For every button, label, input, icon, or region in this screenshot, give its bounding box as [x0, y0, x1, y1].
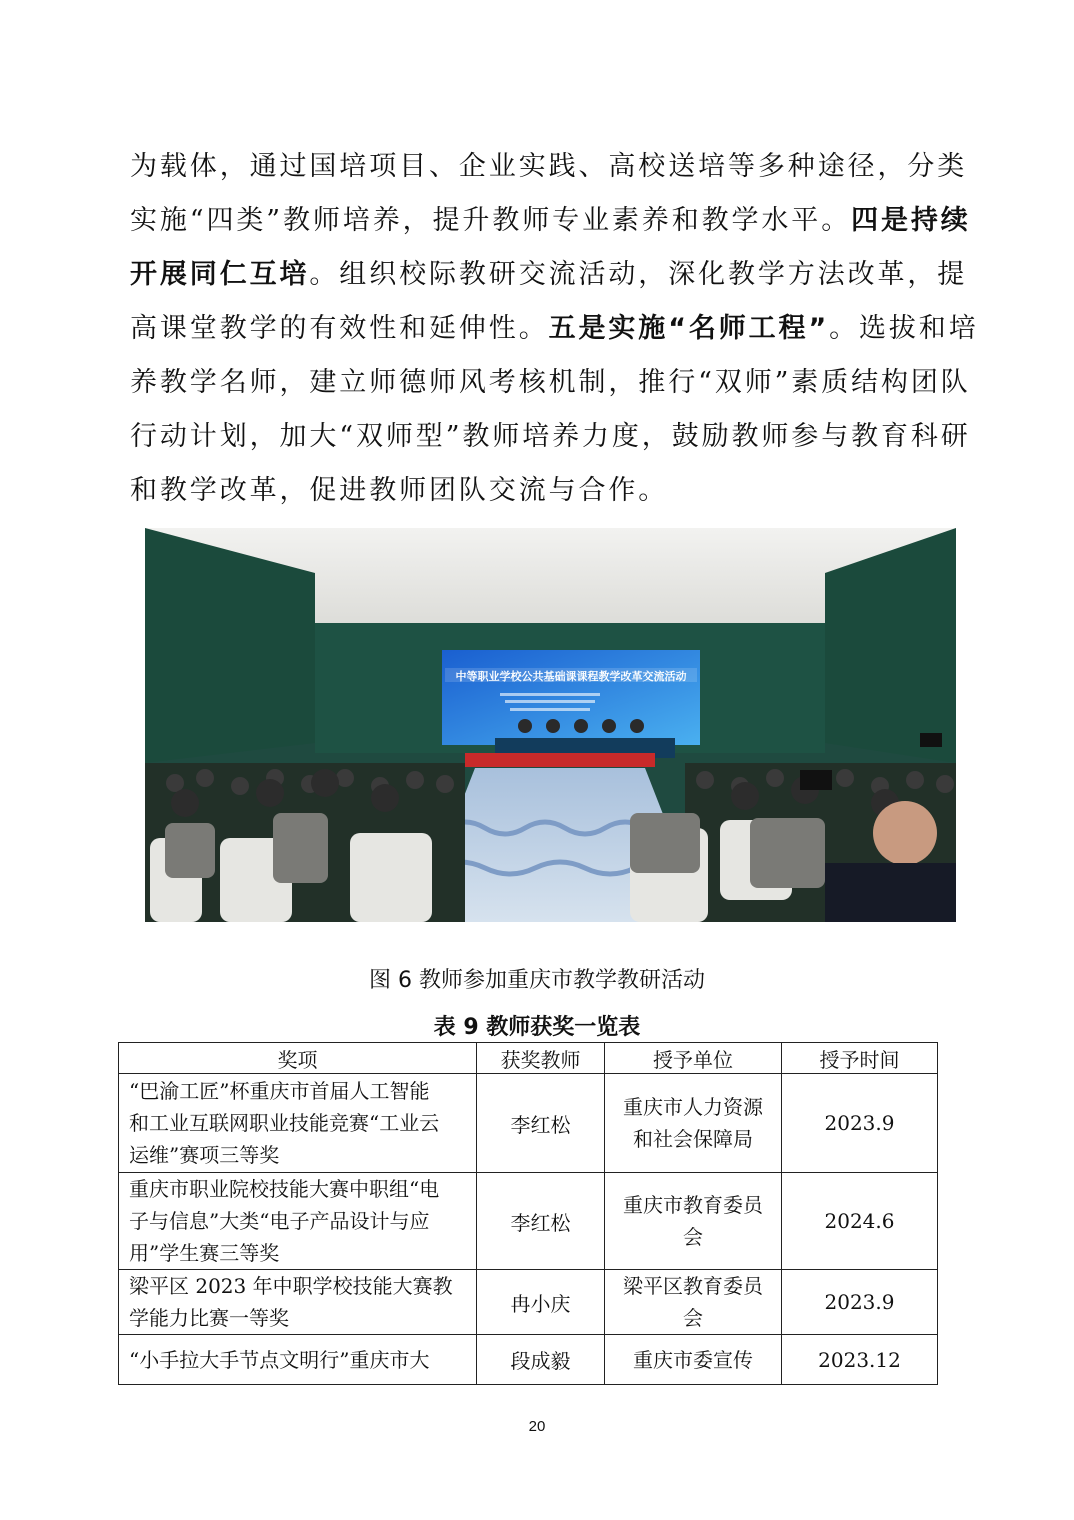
- time-cell: 2023.9: [782, 1270, 938, 1335]
- teacher-cell: 段成毅: [477, 1335, 605, 1385]
- text-line: 高课堂教学的有效性和延伸性。五是实施“名师工程”。选拔和培: [130, 313, 979, 344]
- table-row: [119, 1074, 938, 1173]
- award-cell: “巴渝工匠”杯重庆市首届人工智能 和工业互联网职业技能竞赛“工业云 运维”赛项三等奖: [119, 1074, 477, 1173]
- text-line: 行动计划，加大“双师型”教师培养力度，鼓励教师参与教育科研: [130, 421, 971, 452]
- text-line: 实施“四类”教师培养，提升教师专业素养和教学水平。四是持续: [130, 205, 971, 236]
- table-title: 表 9 教师获奖一览表: [433, 1015, 641, 1040]
- table-header-row: [119, 1043, 938, 1074]
- header-teacher: 获奖教师: [477, 1043, 605, 1074]
- text-line: 养教学名师，建立师德师风考核机制，推行“双师”素质结构团队: [130, 367, 971, 398]
- banner-title: 中等职业学校公共基础课课程教学改革交流活动: [455, 670, 687, 683]
- header-time: 授予时间: [782, 1043, 938, 1074]
- header-award: 奖项: [119, 1043, 477, 1074]
- unit-cell: 重庆市教育委员 会: [605, 1173, 782, 1270]
- unit-cell: 重庆市人力资源 和社会保障局: [605, 1074, 782, 1173]
- unit-cell: 梁平区教育委员 会: [605, 1270, 782, 1335]
- text-line: 为载体，通过国培项目、企业实践、高校送培等多种途径，分类: [130, 151, 968, 182]
- teacher-cell: 冉小庆: [477, 1270, 605, 1335]
- table-row: [119, 1270, 938, 1335]
- unit-cell: 重庆市委宣传: [605, 1335, 782, 1385]
- teacher-cell: 李红松: [477, 1074, 605, 1173]
- emphasis-text: 四是持续: [851, 205, 971, 236]
- figure-caption: 图 6 教师参加重庆市教学教研活动: [369, 968, 705, 993]
- emphasis-text: 五是实施“名师工程”: [548, 313, 830, 344]
- time-cell: 2023.12: [782, 1335, 938, 1385]
- page-number: 20: [528, 1418, 546, 1435]
- text-line: 和教学改革，促进教师团队交流与合作。: [130, 475, 669, 506]
- emphasis-text: 开展同仁互培: [130, 259, 310, 290]
- header-unit: 授予单位: [605, 1043, 782, 1074]
- time-cell: 2024.6: [782, 1173, 938, 1270]
- time-cell: 2023.9: [782, 1074, 938, 1173]
- table-row: [119, 1173, 938, 1270]
- table-row: [119, 1335, 938, 1385]
- award-cell: 重庆市职业院校技能大赛中职组“电 子与信息”大类“电子产品设计与应 用”学生赛三等奖: [119, 1173, 477, 1270]
- award-cell: 梁平区 2023 年中职学校技能大赛教 学能力比赛一等奖: [119, 1270, 477, 1335]
- award-cell: “小手拉大手节点文明行”重庆市大: [119, 1335, 477, 1385]
- awards-table: [118, 1042, 938, 1385]
- text-line: 开展同仁互培。组织校际教研交流活动，深化教学方法改革，提: [130, 259, 968, 290]
- body-paragraph: [130, 140, 979, 518]
- teacher-cell: 李红松: [477, 1173, 605, 1270]
- conference-photo: [145, 528, 956, 922]
